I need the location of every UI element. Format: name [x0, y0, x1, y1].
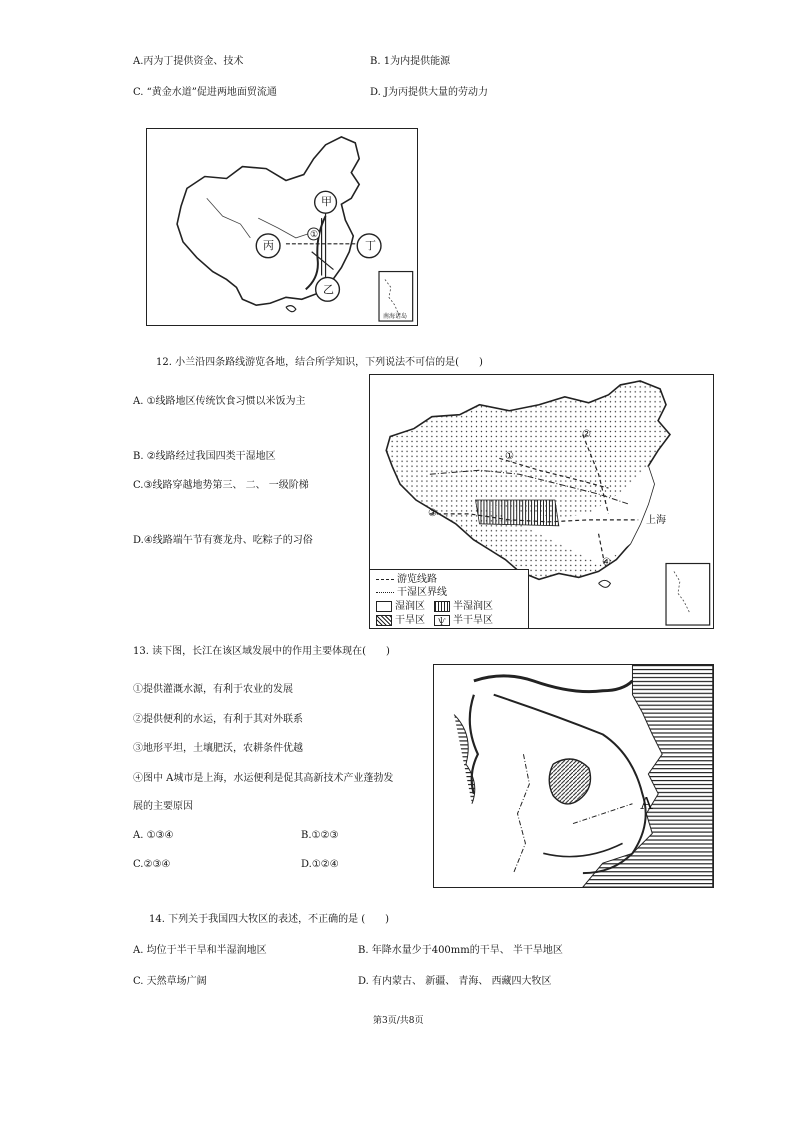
- q13-statement-2: ②提供便利的水运，有利于其对外联系: [133, 714, 303, 725]
- legend-semi-arid: 半干旱区: [453, 615, 493, 626]
- q12-option-d: D.④线路端午节有赛龙舟、吃粽子的习俗: [133, 535, 313, 546]
- label-jia: 甲: [321, 195, 332, 208]
- china-map-regions: [146, 128, 418, 326]
- q12-option-a: A. ①线路地区传统饮食习惯以米饭为主: [133, 396, 306, 407]
- label-ding: 丁: [365, 239, 376, 252]
- humid-swatch: [376, 601, 392, 612]
- boundary-line-swatch: [376, 592, 394, 593]
- page-footer: 第3页/共8页: [373, 1016, 424, 1026]
- q13-stem: 13. 读下图，长江在该区域发展中的作用主要体现在( ): [133, 646, 390, 657]
- china-dry-wet-map: [369, 374, 714, 629]
- q12-option-c: C.③线路穿越地势第三、 二、 一级阶梯: [133, 480, 309, 491]
- yangtze-map-svg: [434, 665, 713, 887]
- q14-option-c: C. 天然草场广阔: [133, 976, 207, 987]
- q13-statement-4a: ④图中 A城市是上海，水运便利是促其高新技术产业蓬勃发: [133, 773, 394, 784]
- q13-statement-4b: 展的主要原因: [133, 801, 193, 812]
- map-legend: [370, 569, 529, 628]
- label-bing: 丙: [263, 239, 274, 252]
- route-line-swatch: [376, 579, 394, 580]
- q14-option-b: B. 年降水量少于400mm的干旱、 半干旱地区: [358, 945, 563, 956]
- q13-statement-3: ③地形平坦，土壤肥沃，农耕条件优越: [133, 743, 303, 754]
- inset-caption: 南海诸岛: [383, 313, 408, 320]
- q11-option-d: D. J为丙提供大量的劳动力: [370, 87, 489, 98]
- q14-stem: 14. 下列关于我国四大牧区的表述，不正确的是 ( ): [149, 914, 390, 925]
- inset-box: [666, 564, 710, 626]
- yangtze-region-map: [433, 664, 714, 888]
- q13-option-c: C.②③④: [133, 859, 171, 870]
- q13-option-d: D.①②④: [301, 859, 339, 870]
- legend-arid: 干旱区: [395, 615, 425, 626]
- city-label-a: A: [640, 793, 653, 813]
- q12-stem: 12. 小兰沿四条路线游览各地，结合所学知识，下列说法不可信的是( ): [156, 357, 483, 368]
- q14-option-d: D. 有内蒙古、 新疆、 青海、 西藏四大牧区: [358, 976, 552, 987]
- q12-option-b: B. ②线路经过我国四类干湿地区: [133, 451, 276, 462]
- legend-humid: 湿润区: [395, 601, 425, 612]
- q11-option-c: C. “黄金水道”促进两地面贸流通: [133, 87, 277, 98]
- city-label-shanghai: 上海: [646, 515, 666, 526]
- semi-arid-swatch: ѱ: [434, 615, 450, 626]
- legend-boundary: 干湿区界线: [397, 587, 447, 598]
- route-label-3: ③: [428, 508, 437, 519]
- q11-option-b: B. 1为内提供能源: [370, 56, 451, 67]
- route-label-1: ①: [505, 451, 514, 462]
- q11-option-a: A.丙为丁提供资金、技术: [133, 56, 244, 67]
- semi-humid-swatch: [434, 601, 450, 612]
- route-label-2: ②: [582, 429, 591, 440]
- china-outline-svg: [147, 129, 417, 325]
- route-label-4: ④: [602, 557, 611, 568]
- arid-swatch: [376, 615, 392, 626]
- label-one: ①: [310, 230, 319, 240]
- legend-semi-humid: 半湿润区: [453, 601, 493, 612]
- legend-route: 游览线路: [397, 574, 437, 585]
- label-yi: 乙: [323, 283, 334, 296]
- q13-option-a: A. ①③④: [133, 830, 174, 841]
- q14-option-a: A. 均位于半干旱和半湿润地区: [133, 945, 267, 956]
- q13-statement-1: ①提供灌溉水源，有利于农业的发展: [133, 684, 293, 695]
- q13-option-b: B.①②③: [301, 830, 339, 841]
